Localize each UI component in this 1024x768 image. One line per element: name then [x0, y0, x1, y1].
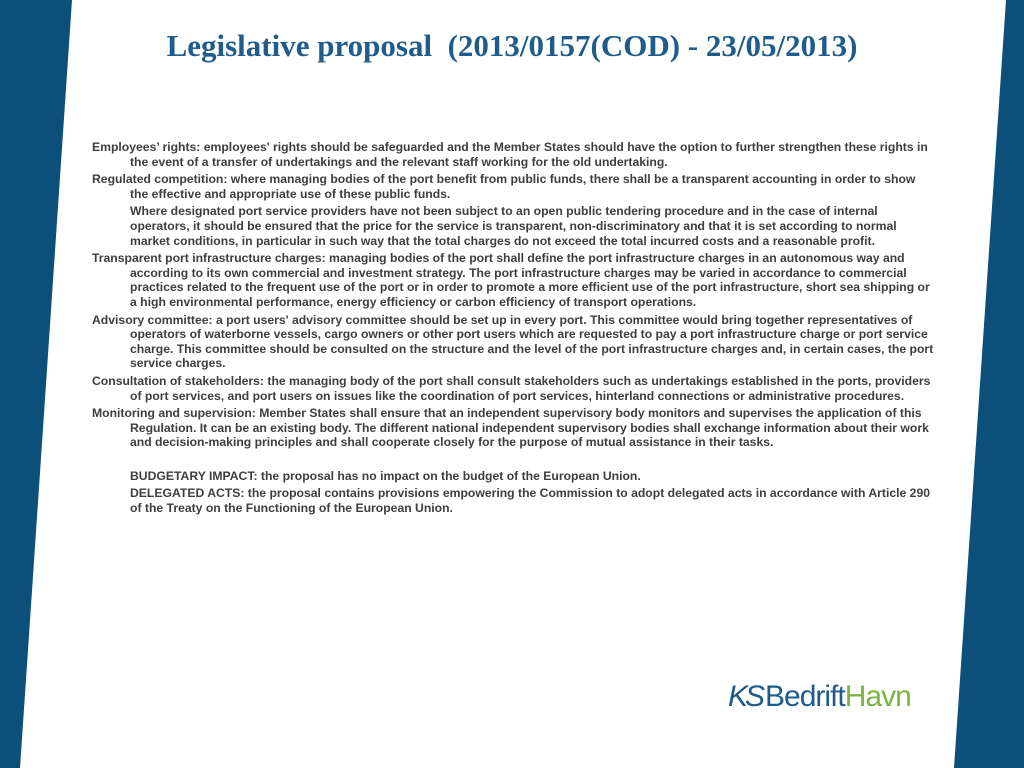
- paragraph-budgetary-impact: BUDGETARY IMPACT: the proposal has no impact on the budget of the European Union.: [130, 468, 641, 483]
- logo-bedrift: Bedrift: [765, 680, 845, 713]
- paragraph-infrastructure-charges: Transparent port infrastructure charges: managing bodies of the port shall define the port infrastructure charges in an autonomous way and according to its own commercial and investment strategy. The port infrastructure charges may be varied in accordance to commercial practices related to the frequent use of the port or in order to promote a more efficient use of the port infrastructure, short sea shipping or a high environmental performance, energy efficiency or carbon efficiency of transport operations.: [92, 251, 930, 309]
- paragraph-regulated-competition: Regulated competition: where managing bodies of the port benefit from public funds, there shall be a transparent accounting in order to show the effective and appropriate use of these public funds.: [92, 172, 916, 201]
- paragraph-delegated-acts: DELEGATED ACTS: the proposal contains provisions empowering the Commission to adopt delegated acts in accordance with Article 290 of the Treaty on the Functioning of the European Union.: [130, 486, 930, 516]
- ks-bedrift-havn-logo: [728, 680, 911, 714]
- slide-body: [92, 140, 934, 519]
- logo-ks: KS: [728, 680, 763, 713]
- slide-title: Legislative proposal (2013/0157(COD) - 23/05/2013): [166, 28, 858, 63]
- paragraph-advisory-committee: Advisory committee: a port users' advisory committee should be set up in every port. This committee would bring together representatives of operators of waterborne vessels, cargo owners or other port users which are requested to pay a port infrastructure charge or port service charge. This committee should be consulted on the structure and the level of the port infrastructure charges and, in certain cases, the port service charges.: [92, 312, 934, 371]
- paragraph-designated-providers: Where designated port service providers have not been subject to an open public tendering procedure and in the case of internal operators, it should be ensured that the price for the service is transparent, non-discriminatory and that it is set according to normal market conditions, in particular in such way that the total charges do not exceed the total incurred costs and a reasonable profit.: [130, 204, 897, 248]
- logo-havn: Havn: [844, 680, 911, 713]
- paragraph-stakeholders: Consultation of stakeholders: the managing body of the port shall consult stakeholders such as undertakings established in the ports, providers of port services, and port users on issues like the coordination of port services, hinterland connections or administrative procedures.: [92, 373, 931, 403]
- paragraph-employees-rights: Employees’ rights: employees' rights should be safeguarded and the Member States should have the option to further strengthen these rights in the event of a transfer of undertakings and the relevant staff working for the old undertaking.: [92, 140, 928, 169]
- paragraph-monitoring: Monitoring and supervision: Member States shall ensure that an independent supervisory body monitors and supervises the application of this Regulation. It can be an existing body. The different national independent supervisory bodies shall exchange information about their work and decision-making principles and shall cooperate closely for the purpose of mutual assistance in their tasks.: [92, 406, 929, 450]
